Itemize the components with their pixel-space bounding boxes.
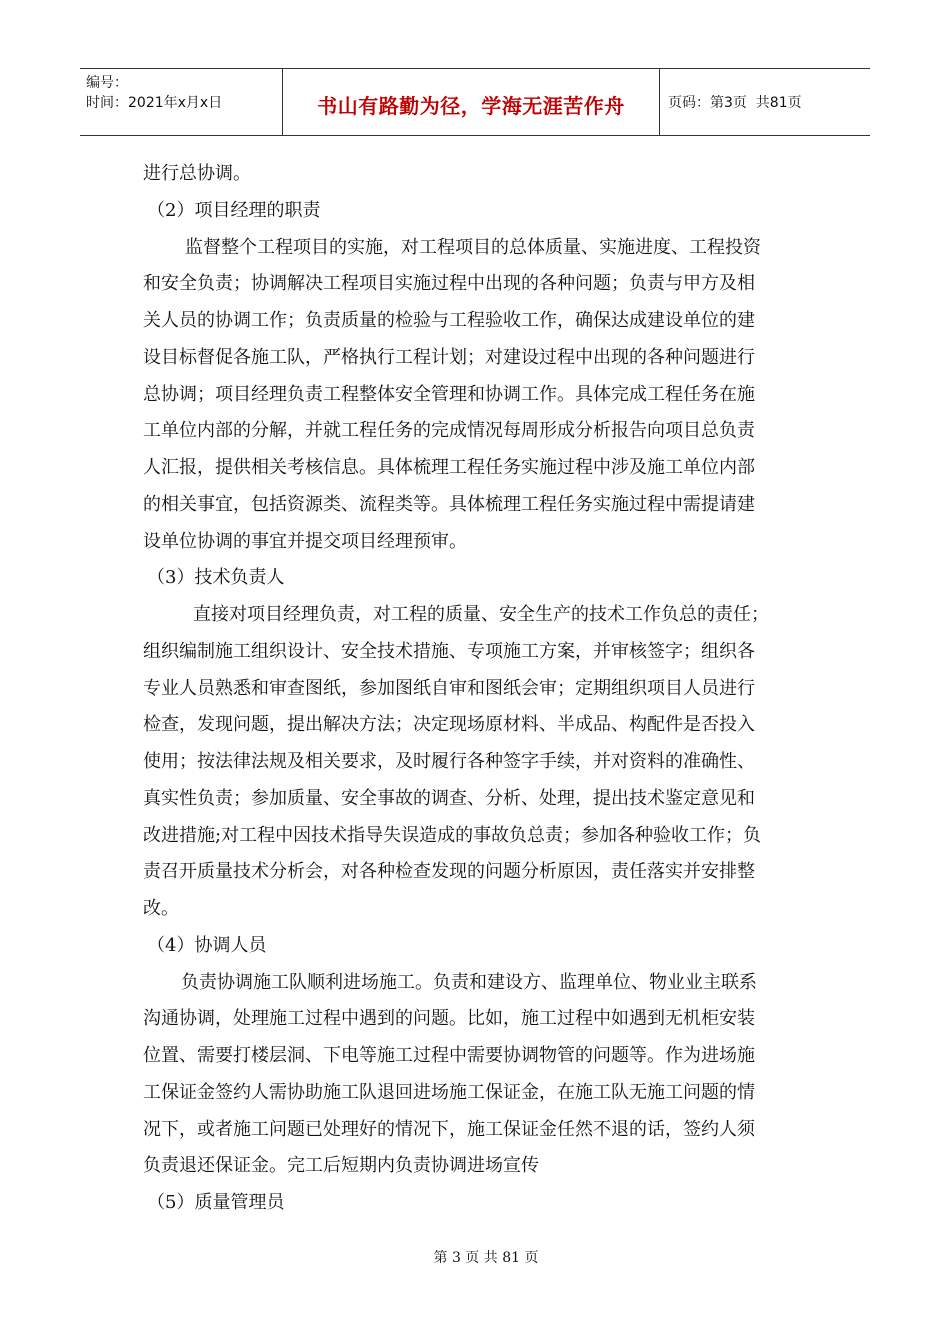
paragraph-line: 关人员的协调工作；负责质量的检验与工程验收工作，确保达成建设单位的建 bbox=[143, 310, 755, 331]
paragraph-line: 监督整个工程项目的实施，对工程项目的总体质量、实施进度、工程投资 bbox=[185, 236, 761, 258]
paragraph-line: 沟通协调，处理施工过程中遇到的问题。比如，施工过程中如遇到无机柜安装 bbox=[143, 1008, 755, 1030]
paragraph-line: 人汇报，提供相关考核信息。具体梳理工程任务实施过程中涉及施工单位内部 bbox=[143, 457, 755, 478]
paragraph-line: 组织编制施工组织设计、安全技术措施、专项施工方案，并审核签字；组织各 bbox=[143, 640, 755, 662]
paragraph-line: 负责协调施工队顺利进场施工。负责和建设方、监理单位、物业业主联系 bbox=[181, 971, 757, 993]
header-page-info bbox=[660, 69, 870, 135]
paragraph-line: 真实性负责；参加质量、安全事故的调查、分析、处理，提出技术鉴定意见和 bbox=[143, 787, 755, 809]
date-label: 时间：2021年x月x日 bbox=[86, 95, 223, 111]
document-body bbox=[143, 156, 808, 1222]
paragraph-line: 负责退还保证金。完工后短期内负责协调进场宣传 bbox=[143, 1155, 539, 1177]
paragraph-line: 和安全负责；协调解决工程项目实施过程中出现的各种问题；负责与甲方及相 bbox=[143, 273, 755, 295]
header-motto-cell bbox=[282, 69, 660, 135]
paragraph-line: 工单位内部的分解，并就工程任务的完成情况每周形成分析报告向项目总负责 bbox=[143, 420, 755, 442]
paragraph-line: 的相关事宜，包括资源类、流程类等。具体梳理工程任务实施过程中需提请建 bbox=[143, 493, 755, 515]
section-heading: （2）项目经理的职责 bbox=[147, 199, 321, 221]
paragraph-line: 设目标督促各施工队，严格执行工程计划；对建设过程中出现的各种问题进行 bbox=[143, 346, 755, 368]
paragraph-line: 设单位协调的事宜并提交项目经理预审。 bbox=[143, 530, 467, 552]
motto-text: 书山有路勤为径，学海无涯苦作舟 bbox=[317, 93, 625, 118]
section-heading: （3）技术负责人 bbox=[147, 567, 285, 589]
paragraph-line: 况下，或者施工问题已处理好的情况下，施工保证金任然不退的话，签约人须 bbox=[143, 1118, 755, 1140]
paragraph-line: 总协调；项目经理负责工程整体安全管理和协调工作。具体完成工程任务在施 bbox=[143, 383, 755, 405]
serial-number-label: 编号： bbox=[86, 75, 128, 91]
paragraph-line: 工保证金签约人需协助施工队退回进场施工保证金，在施工队无施工问题的情 bbox=[143, 1081, 755, 1103]
paragraph-line: 改。 bbox=[143, 898, 179, 919]
section-heading: （5）质量管理员 bbox=[147, 1192, 285, 1213]
header-meta bbox=[80, 69, 282, 135]
paragraph-line: 改进措施;对工程中因技术指导失误造成的事故负总责；参加各种验收工作；负 bbox=[143, 824, 762, 846]
page-header bbox=[80, 68, 870, 136]
paragraph-line: 进行总协调。 bbox=[143, 163, 251, 184]
page-footer: 第 3 页 共 81 页 bbox=[433, 1250, 539, 1266]
paragraph-line: 位置、需要打楼层洞、下电等施工过程中需要协调物管的问题等。作为进场施 bbox=[143, 1045, 755, 1066]
paragraph-line: 检查，发现问题，提出解决方法；决定现场原材料、半成品、构配件是否投入 bbox=[143, 714, 755, 736]
page-info-text: 页码：第3页 共81页 bbox=[668, 95, 802, 111]
paragraph-line: 责召开质量技术分析会，对各种检查发现的问题分析原因，责任落实并安排整 bbox=[143, 861, 755, 883]
paragraph-line: 直接对项目经理负责，对工程的质量、安全生产的技术工作负总的责任； bbox=[193, 604, 769, 625]
paragraph-line: 专业人员熟悉和审查图纸，参加图纸自审和图纸会审；定期组织项目人员进行 bbox=[143, 677, 755, 699]
section-heading: （4）协调人员 bbox=[147, 934, 267, 956]
paragraph-line: 使用；按法律法规及相关要求，及时履行各种签字手续，并对资料的准确性、 bbox=[143, 751, 755, 772]
